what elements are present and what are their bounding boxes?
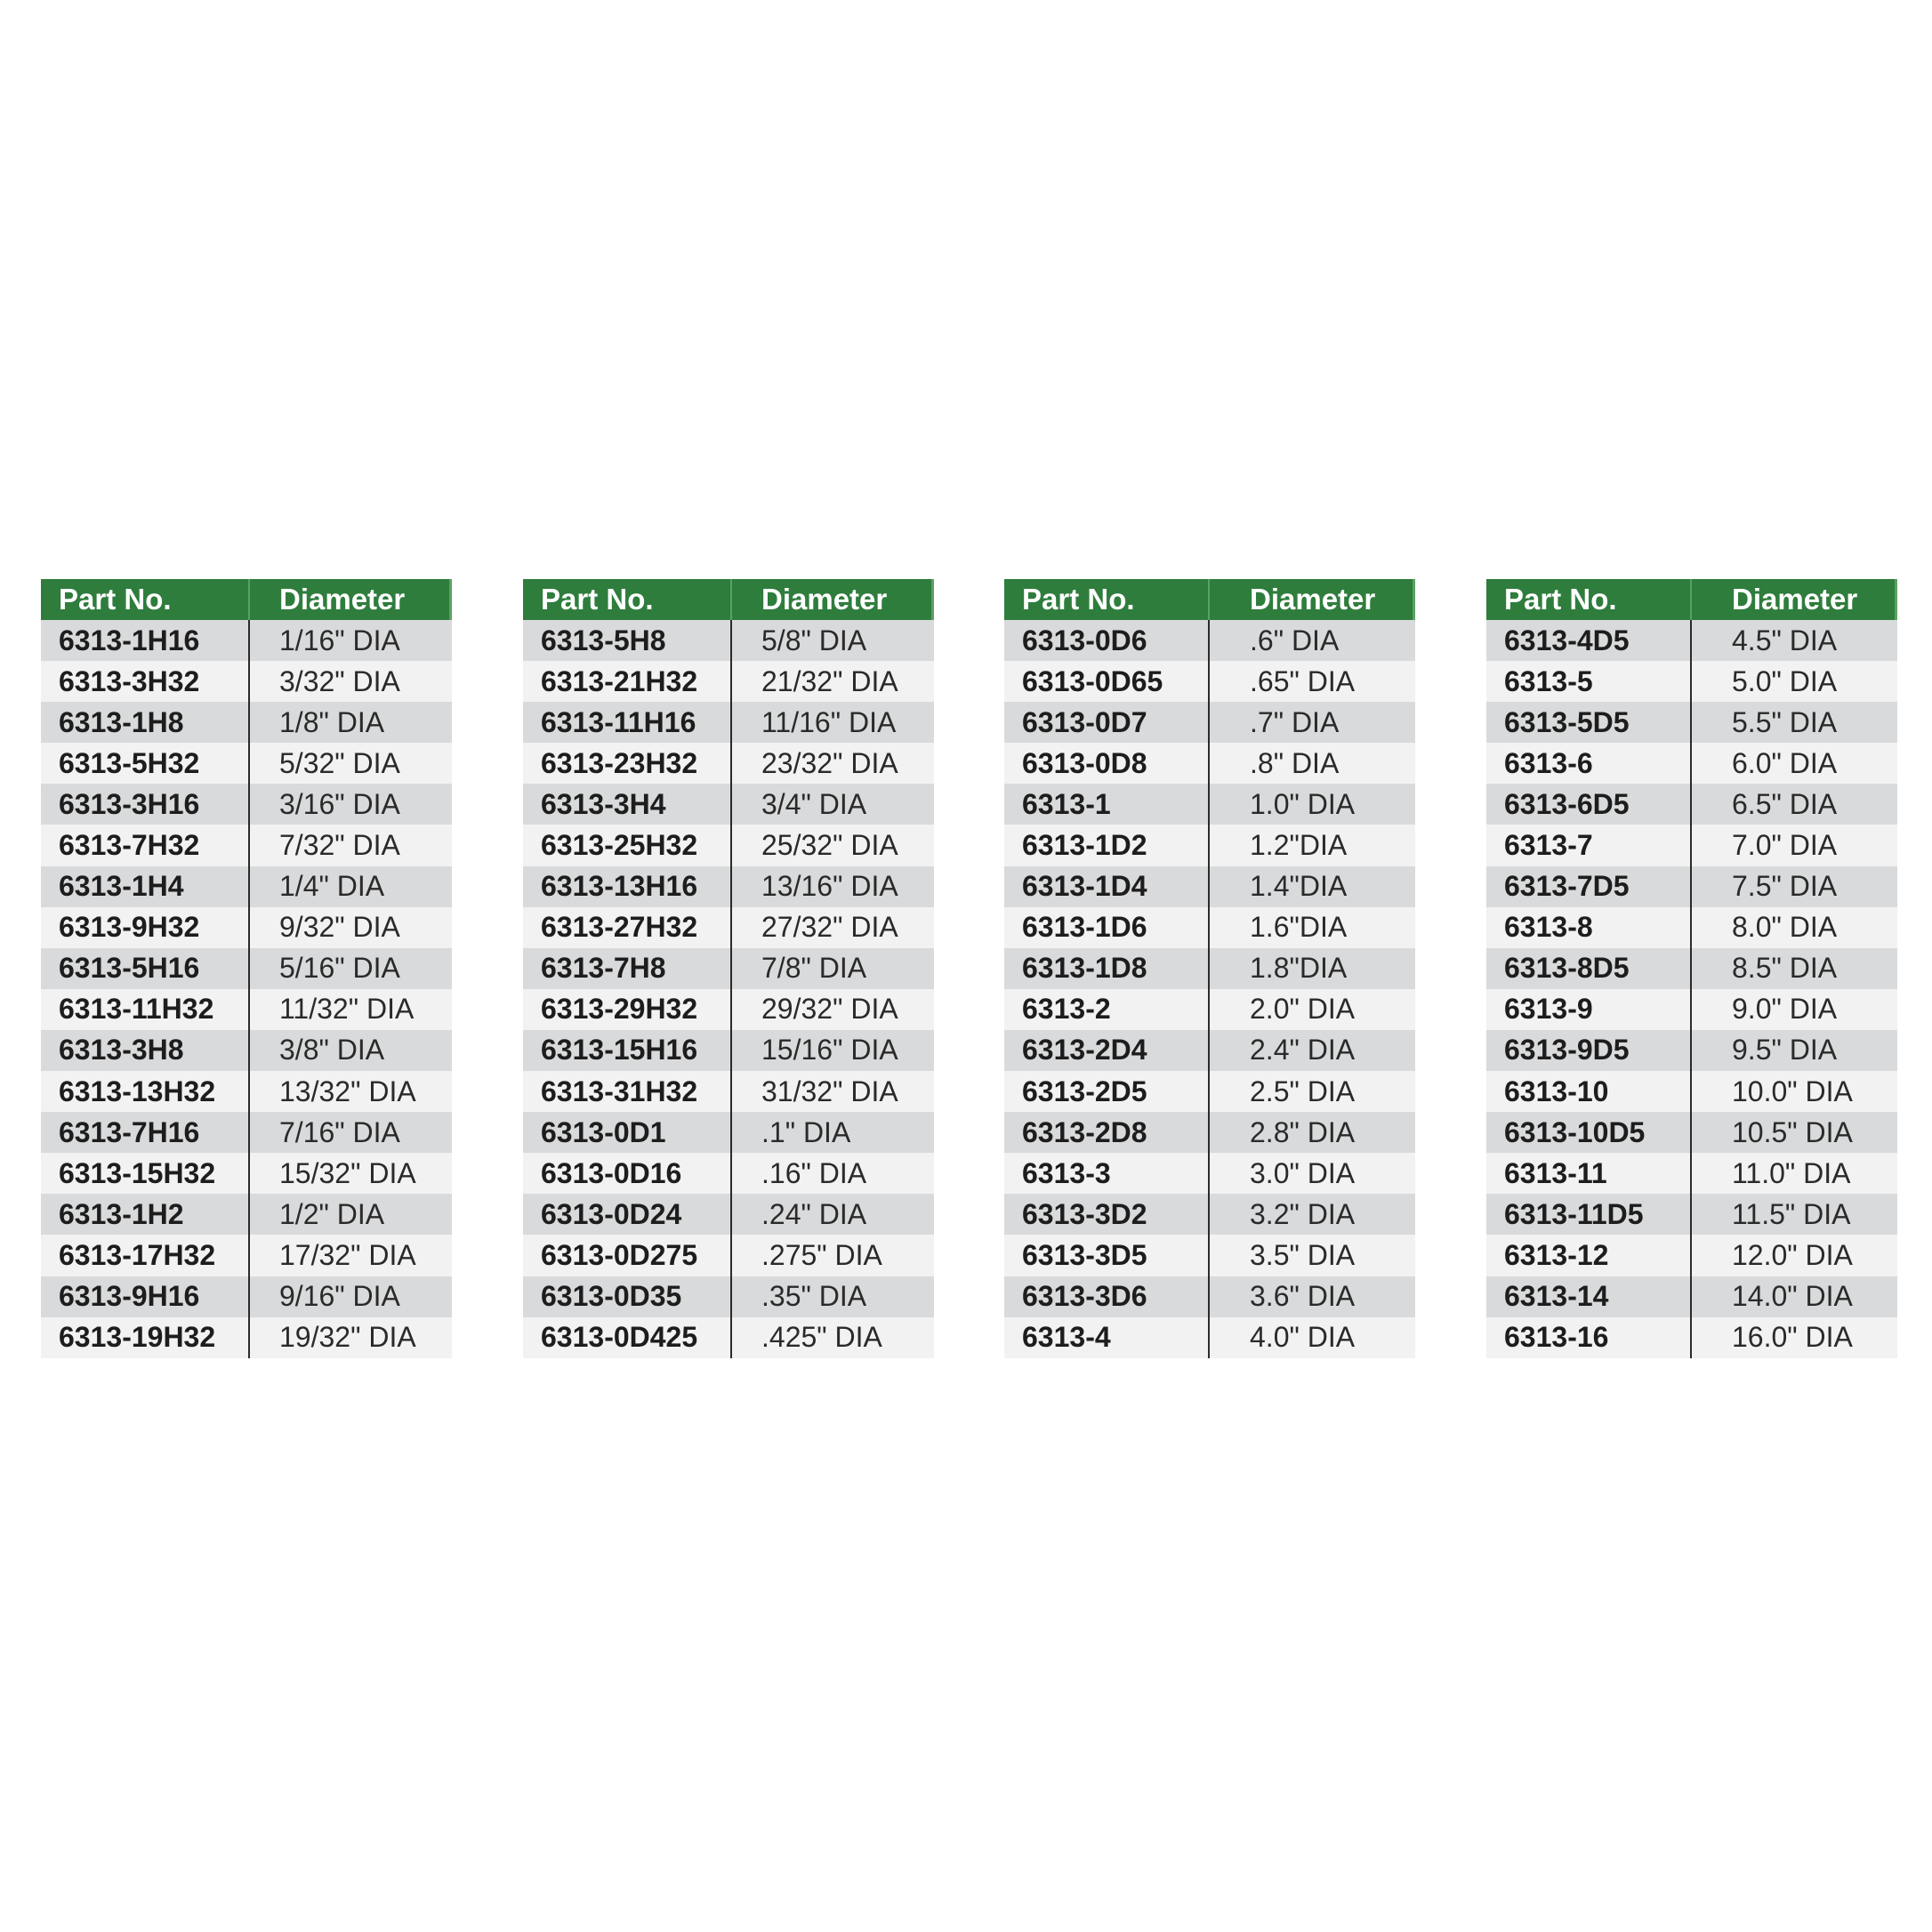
part-number-cell: 6313-0D24: [523, 1194, 732, 1235]
part-number-cell: 6313-1H16: [41, 620, 250, 661]
diameter-cell: 8.5" DIA: [1732, 952, 1838, 985]
table-row: [1004, 1112, 1415, 1153]
table-row: [1004, 1317, 1415, 1358]
part-number-cell: 6313-8D5: [1486, 948, 1692, 989]
diameter-cell: 7/8" DIA: [761, 952, 867, 985]
table-row: [41, 661, 452, 702]
diameter-cell: 19/32" DIA: [279, 1321, 416, 1354]
part-number-cell: 6313-29H32: [523, 989, 732, 1030]
part-number-cell: 6313-2: [1004, 989, 1210, 1030]
part-number-cell: 6313-5H32: [41, 743, 250, 784]
table-row: [1004, 948, 1415, 989]
diameter-cell: 3/8" DIA: [279, 1034, 385, 1067]
table-row: [1486, 661, 1897, 702]
part-number-cell: 6313-14: [1486, 1276, 1692, 1317]
part-number-cell: 6313-3D5: [1004, 1235, 1210, 1276]
table-row: [523, 907, 934, 948]
part-number-cell: 6313-0D425: [523, 1317, 732, 1358]
part-number-cell: 6313-11H16: [523, 702, 732, 743]
table-row: [41, 702, 452, 743]
part-number-cell: 6313-1H4: [41, 866, 250, 907]
diameter-cell: 9/16" DIA: [279, 1280, 400, 1313]
part-number-cell: 6313-15H32: [41, 1153, 250, 1194]
part-number-cell: 6313-10: [1486, 1071, 1692, 1112]
part-number-cell: 6313-11D5: [1486, 1194, 1692, 1235]
diameter-cell: 17/32" DIA: [279, 1238, 416, 1271]
table-row: [41, 1071, 452, 1112]
part-number-cell: 6313-9D5: [1486, 1030, 1692, 1071]
diameter-cell: .7" DIA: [1250, 705, 1340, 738]
diameter-cell: .275" DIA: [761, 1238, 882, 1271]
table-row: [41, 1030, 452, 1071]
table-row: [523, 989, 934, 1030]
diameter-cell: .6" DIA: [1250, 624, 1340, 656]
diameter-cell: 21/32" DIA: [761, 664, 898, 697]
part-number-cell: 6313-2D4: [1004, 1030, 1210, 1071]
table-row: [1486, 1276, 1897, 1317]
diameter-cell: 3.2" DIA: [1250, 1197, 1356, 1230]
column-header-diameter: Diameter: [1210, 579, 1415, 620]
diameter-cell: 1.8"DIA: [1250, 952, 1348, 985]
table-row: [1004, 1071, 1415, 1112]
part-number-cell: 6313-3H16: [41, 784, 250, 825]
diameter-cell: 4.0" DIA: [1250, 1321, 1356, 1354]
diameter-cell: 6.0" DIA: [1732, 746, 1838, 779]
diameter-cell: 8.0" DIA: [1732, 911, 1838, 944]
part-number-cell: 6313-9H32: [41, 907, 250, 948]
table-row: [523, 825, 934, 865]
diameter-cell: 10.0" DIA: [1732, 1075, 1853, 1107]
part-number-cell: 6313-11: [1486, 1153, 1692, 1194]
table-row: [1486, 1112, 1897, 1153]
table-row: [1486, 620, 1897, 661]
diameter-cell: 11.0" DIA: [1732, 1156, 1851, 1189]
diameter-cell: 12.0" DIA: [1732, 1238, 1853, 1271]
diameter-cell: .8" DIA: [1250, 746, 1340, 779]
table-header-row: [1004, 579, 1415, 620]
diameter-cell: 1.0" DIA: [1250, 787, 1356, 820]
part-number-cell: 6313-8: [1486, 907, 1692, 948]
table-row: [1486, 1153, 1897, 1194]
table-row: [1004, 1276, 1415, 1317]
part-tables-container: [0, 579, 1932, 1362]
part-number-cell: 6313-1D2: [1004, 825, 1210, 865]
table-row: [41, 907, 452, 948]
part-number-cell: 6313-2D8: [1004, 1112, 1210, 1153]
diameter-cell: 1/8" DIA: [279, 705, 385, 738]
part-number-cell: 6313-5D5: [1486, 702, 1692, 743]
table-row: [1486, 866, 1897, 907]
part-number-cell: 6313-7H32: [41, 825, 250, 865]
table-row: [1004, 620, 1415, 661]
table-row: [523, 620, 934, 661]
part-number-cell: 6313-3H8: [41, 1030, 250, 1071]
table-row: [1004, 784, 1415, 825]
table-row: [41, 825, 452, 865]
diameter-cell: 5.0" DIA: [1732, 664, 1838, 697]
diameter-cell: 3/16" DIA: [279, 787, 400, 820]
part-number-cell: 6313-5: [1486, 661, 1692, 702]
diameter-cell: 14.0" DIA: [1732, 1280, 1853, 1313]
part-number-cell: 6313-3H4: [523, 784, 732, 825]
part-number-cell: 6313-9: [1486, 989, 1692, 1030]
table-row: [1486, 743, 1897, 784]
diameter-cell: 4.5" DIA: [1732, 624, 1838, 656]
part-number-cell: 6313-3D6: [1004, 1276, 1210, 1317]
column-header-part-no: Part No.: [41, 579, 250, 620]
diameter-cell: 7.5" DIA: [1732, 870, 1838, 903]
part-table-4: [1486, 579, 1897, 1358]
part-number-cell: 6313-0D16: [523, 1153, 732, 1194]
part-number-cell: 6313-21H32: [523, 661, 732, 702]
table-row: [1486, 1317, 1897, 1358]
diameter-cell: 5/32" DIA: [279, 746, 400, 779]
table-row: [41, 620, 452, 661]
diameter-cell: .16" DIA: [761, 1156, 867, 1189]
diameter-cell: 10.5" DIA: [1732, 1115, 1853, 1148]
table-header-row: [523, 579, 934, 620]
diameter-cell: 2.0" DIA: [1250, 993, 1356, 1026]
part-number-cell: 6313-1D6: [1004, 907, 1210, 948]
diameter-cell: 3.5" DIA: [1250, 1238, 1356, 1271]
table-row: [523, 1235, 934, 1276]
part-number-cell: 6313-3H32: [41, 661, 250, 702]
diameter-cell: 23/32" DIA: [761, 746, 898, 779]
part-number-cell: 6313-1D8: [1004, 948, 1210, 989]
table-row: [1004, 1194, 1415, 1235]
part-number-cell: 6313-19H32: [41, 1317, 250, 1358]
table-row: [1486, 702, 1897, 743]
part-number-cell: 6313-3D2: [1004, 1194, 1210, 1235]
diameter-cell: 13/16" DIA: [761, 870, 898, 903]
table-header-row: [1486, 579, 1897, 620]
table-row: [523, 1194, 934, 1235]
table-row: [1004, 1235, 1415, 1276]
part-number-cell: 6313-13H16: [523, 866, 732, 907]
table-row: [1004, 743, 1415, 784]
diameter-cell: 5/16" DIA: [279, 952, 400, 985]
column-header-diameter: Diameter: [732, 579, 934, 620]
diameter-cell: .24" DIA: [761, 1197, 867, 1230]
part-table-3: [1004, 579, 1415, 1358]
part-number-cell: 6313-7H8: [523, 948, 732, 989]
table-row: [523, 661, 934, 702]
part-number-cell: 6313-11H32: [41, 989, 250, 1030]
diameter-cell: 1/4" DIA: [279, 870, 385, 903]
part-number-cell: 6313-12: [1486, 1235, 1692, 1276]
diameter-cell: 15/32" DIA: [279, 1156, 416, 1189]
part-number-cell: 6313-6: [1486, 743, 1692, 784]
part-number-cell: 6313-7: [1486, 825, 1692, 865]
diameter-cell: 3/32" DIA: [279, 664, 400, 697]
table-row: [41, 1194, 452, 1235]
table-row: [523, 1276, 934, 1317]
part-number-cell: 6313-15H16: [523, 1030, 732, 1071]
table-row: [523, 784, 934, 825]
table-row: [1004, 1153, 1415, 1194]
diameter-cell: 6.5" DIA: [1732, 787, 1838, 820]
table-row: [1004, 661, 1415, 702]
diameter-cell: 9/32" DIA: [279, 911, 400, 944]
part-number-cell: 6313-23H32: [523, 743, 732, 784]
part-number-cell: 6313-4: [1004, 1317, 1210, 1358]
table-row: [41, 989, 452, 1030]
diameter-cell: 1.6"DIA: [1250, 911, 1348, 944]
part-number-cell: 6313-1: [1004, 784, 1210, 825]
diameter-cell: 5/8" DIA: [761, 624, 867, 656]
diameter-cell: 3.0" DIA: [1250, 1156, 1356, 1189]
column-header-part-no: Part No.: [1486, 579, 1692, 620]
table-row: [523, 1112, 934, 1153]
table-row: [41, 948, 452, 989]
diameter-cell: 1.2"DIA: [1250, 829, 1348, 862]
part-number-cell: 6313-3: [1004, 1153, 1210, 1194]
table-row: [523, 948, 934, 989]
diameter-cell: .1" DIA: [761, 1115, 851, 1148]
part-number-cell: 6313-6D5: [1486, 784, 1692, 825]
column-header-part-no: Part No.: [523, 579, 732, 620]
part-number-cell: 6313-1H8: [41, 702, 250, 743]
table-header-row: [41, 579, 452, 620]
table-row: [523, 702, 934, 743]
part-number-cell: 6313-0D1: [523, 1112, 732, 1153]
table-row: [1004, 825, 1415, 865]
table-row: [41, 784, 452, 825]
part-number-cell: 6313-16: [1486, 1317, 1692, 1358]
diameter-cell: 7.0" DIA: [1732, 829, 1838, 862]
diameter-cell: 15/16" DIA: [761, 1034, 898, 1067]
part-number-cell: 6313-1D4: [1004, 866, 1210, 907]
part-number-cell: 6313-0D6: [1004, 620, 1210, 661]
diameter-cell: 13/32" DIA: [279, 1075, 416, 1107]
table-row: [1004, 866, 1415, 907]
table-row: [1486, 825, 1897, 865]
diameter-cell: 31/32" DIA: [761, 1075, 898, 1107]
diameter-cell: 7/32" DIA: [279, 829, 400, 862]
table-row: [1486, 948, 1897, 989]
part-number-cell: 6313-13H32: [41, 1071, 250, 1112]
table-row: [523, 866, 934, 907]
part-number-cell: 6313-5H8: [523, 620, 732, 661]
table-row: [1486, 1071, 1897, 1112]
diameter-cell: 11/32" DIA: [279, 993, 415, 1026]
diameter-cell: 7/16" DIA: [279, 1115, 400, 1148]
table-row: [1486, 1194, 1897, 1235]
table-row: [41, 1153, 452, 1194]
table-row: [1486, 989, 1897, 1030]
column-header-diameter: Diameter: [250, 579, 452, 620]
table-row: [1004, 989, 1415, 1030]
diameter-cell: 5.5" DIA: [1732, 705, 1838, 738]
table-row: [523, 1317, 934, 1358]
table-row: [1486, 1235, 1897, 1276]
part-number-cell: 6313-17H32: [41, 1235, 250, 1276]
diameter-cell: 1/16" DIA: [279, 624, 400, 656]
table-row: [1004, 1030, 1415, 1071]
part-number-cell: 6313-7D5: [1486, 866, 1692, 907]
diameter-cell: 25/32" DIA: [761, 829, 898, 862]
table-row: [41, 1317, 452, 1358]
diameter-cell: .35" DIA: [761, 1280, 867, 1313]
part-number-cell: 6313-0D275: [523, 1235, 732, 1276]
part-number-cell: 6313-7H16: [41, 1112, 250, 1153]
part-number-cell: 6313-5H16: [41, 948, 250, 989]
diameter-cell: 3/4" DIA: [761, 787, 867, 820]
diameter-cell: 9.5" DIA: [1732, 1034, 1838, 1067]
diameter-cell: 1/2" DIA: [279, 1197, 385, 1230]
diameter-cell: 9.0" DIA: [1732, 993, 1838, 1026]
table-row: [41, 1276, 452, 1317]
part-number-cell: 6313-27H32: [523, 907, 732, 948]
table-row: [1004, 907, 1415, 948]
part-table-1: [41, 579, 452, 1358]
diameter-cell: 11/16" DIA: [761, 705, 897, 738]
table-row: [41, 866, 452, 907]
table-row: [523, 1153, 934, 1194]
diameter-cell: 2.5" DIA: [1250, 1075, 1356, 1107]
part-number-cell: 6313-31H32: [523, 1071, 732, 1112]
table-row: [41, 1112, 452, 1153]
part-number-cell: 6313-0D65: [1004, 661, 1210, 702]
table-row: [1486, 784, 1897, 825]
table-row: [41, 1235, 452, 1276]
part-number-cell: 6313-2D5: [1004, 1071, 1210, 1112]
part-number-cell: 6313-0D8: [1004, 743, 1210, 784]
part-number-cell: 6313-9H16: [41, 1276, 250, 1317]
part-number-cell: 6313-4D5: [1486, 620, 1692, 661]
table-row: [523, 1030, 934, 1071]
diameter-cell: .425" DIA: [761, 1321, 882, 1354]
diameter-cell: 29/32" DIA: [761, 993, 898, 1026]
part-number-cell: 6313-0D35: [523, 1276, 732, 1317]
table-row: [41, 743, 452, 784]
part-number-cell: 6313-1H2: [41, 1194, 250, 1235]
diameter-cell: .65" DIA: [1250, 664, 1356, 697]
table-row: [1486, 907, 1897, 948]
diameter-cell: 16.0" DIA: [1732, 1321, 1853, 1354]
part-table-2: [523, 579, 934, 1358]
diameter-cell: 2.4" DIA: [1250, 1034, 1356, 1067]
diameter-cell: 1.4"DIA: [1250, 870, 1348, 903]
column-header-part-no: Part No.: [1004, 579, 1210, 620]
diameter-cell: 2.8" DIA: [1250, 1115, 1356, 1148]
column-header-diameter: Diameter: [1692, 579, 1897, 620]
table-row: [1004, 702, 1415, 743]
part-number-cell: 6313-25H32: [523, 825, 732, 865]
diameter-cell: 27/32" DIA: [761, 911, 898, 944]
part-number-cell: 6313-10D5: [1486, 1112, 1692, 1153]
table-row: [1486, 1030, 1897, 1071]
part-number-cell: 6313-0D7: [1004, 702, 1210, 743]
table-row: [523, 743, 934, 784]
diameter-cell: 3.6" DIA: [1250, 1280, 1356, 1313]
table-row: [523, 1071, 934, 1112]
diameter-cell: 11.5" DIA: [1732, 1197, 1851, 1230]
